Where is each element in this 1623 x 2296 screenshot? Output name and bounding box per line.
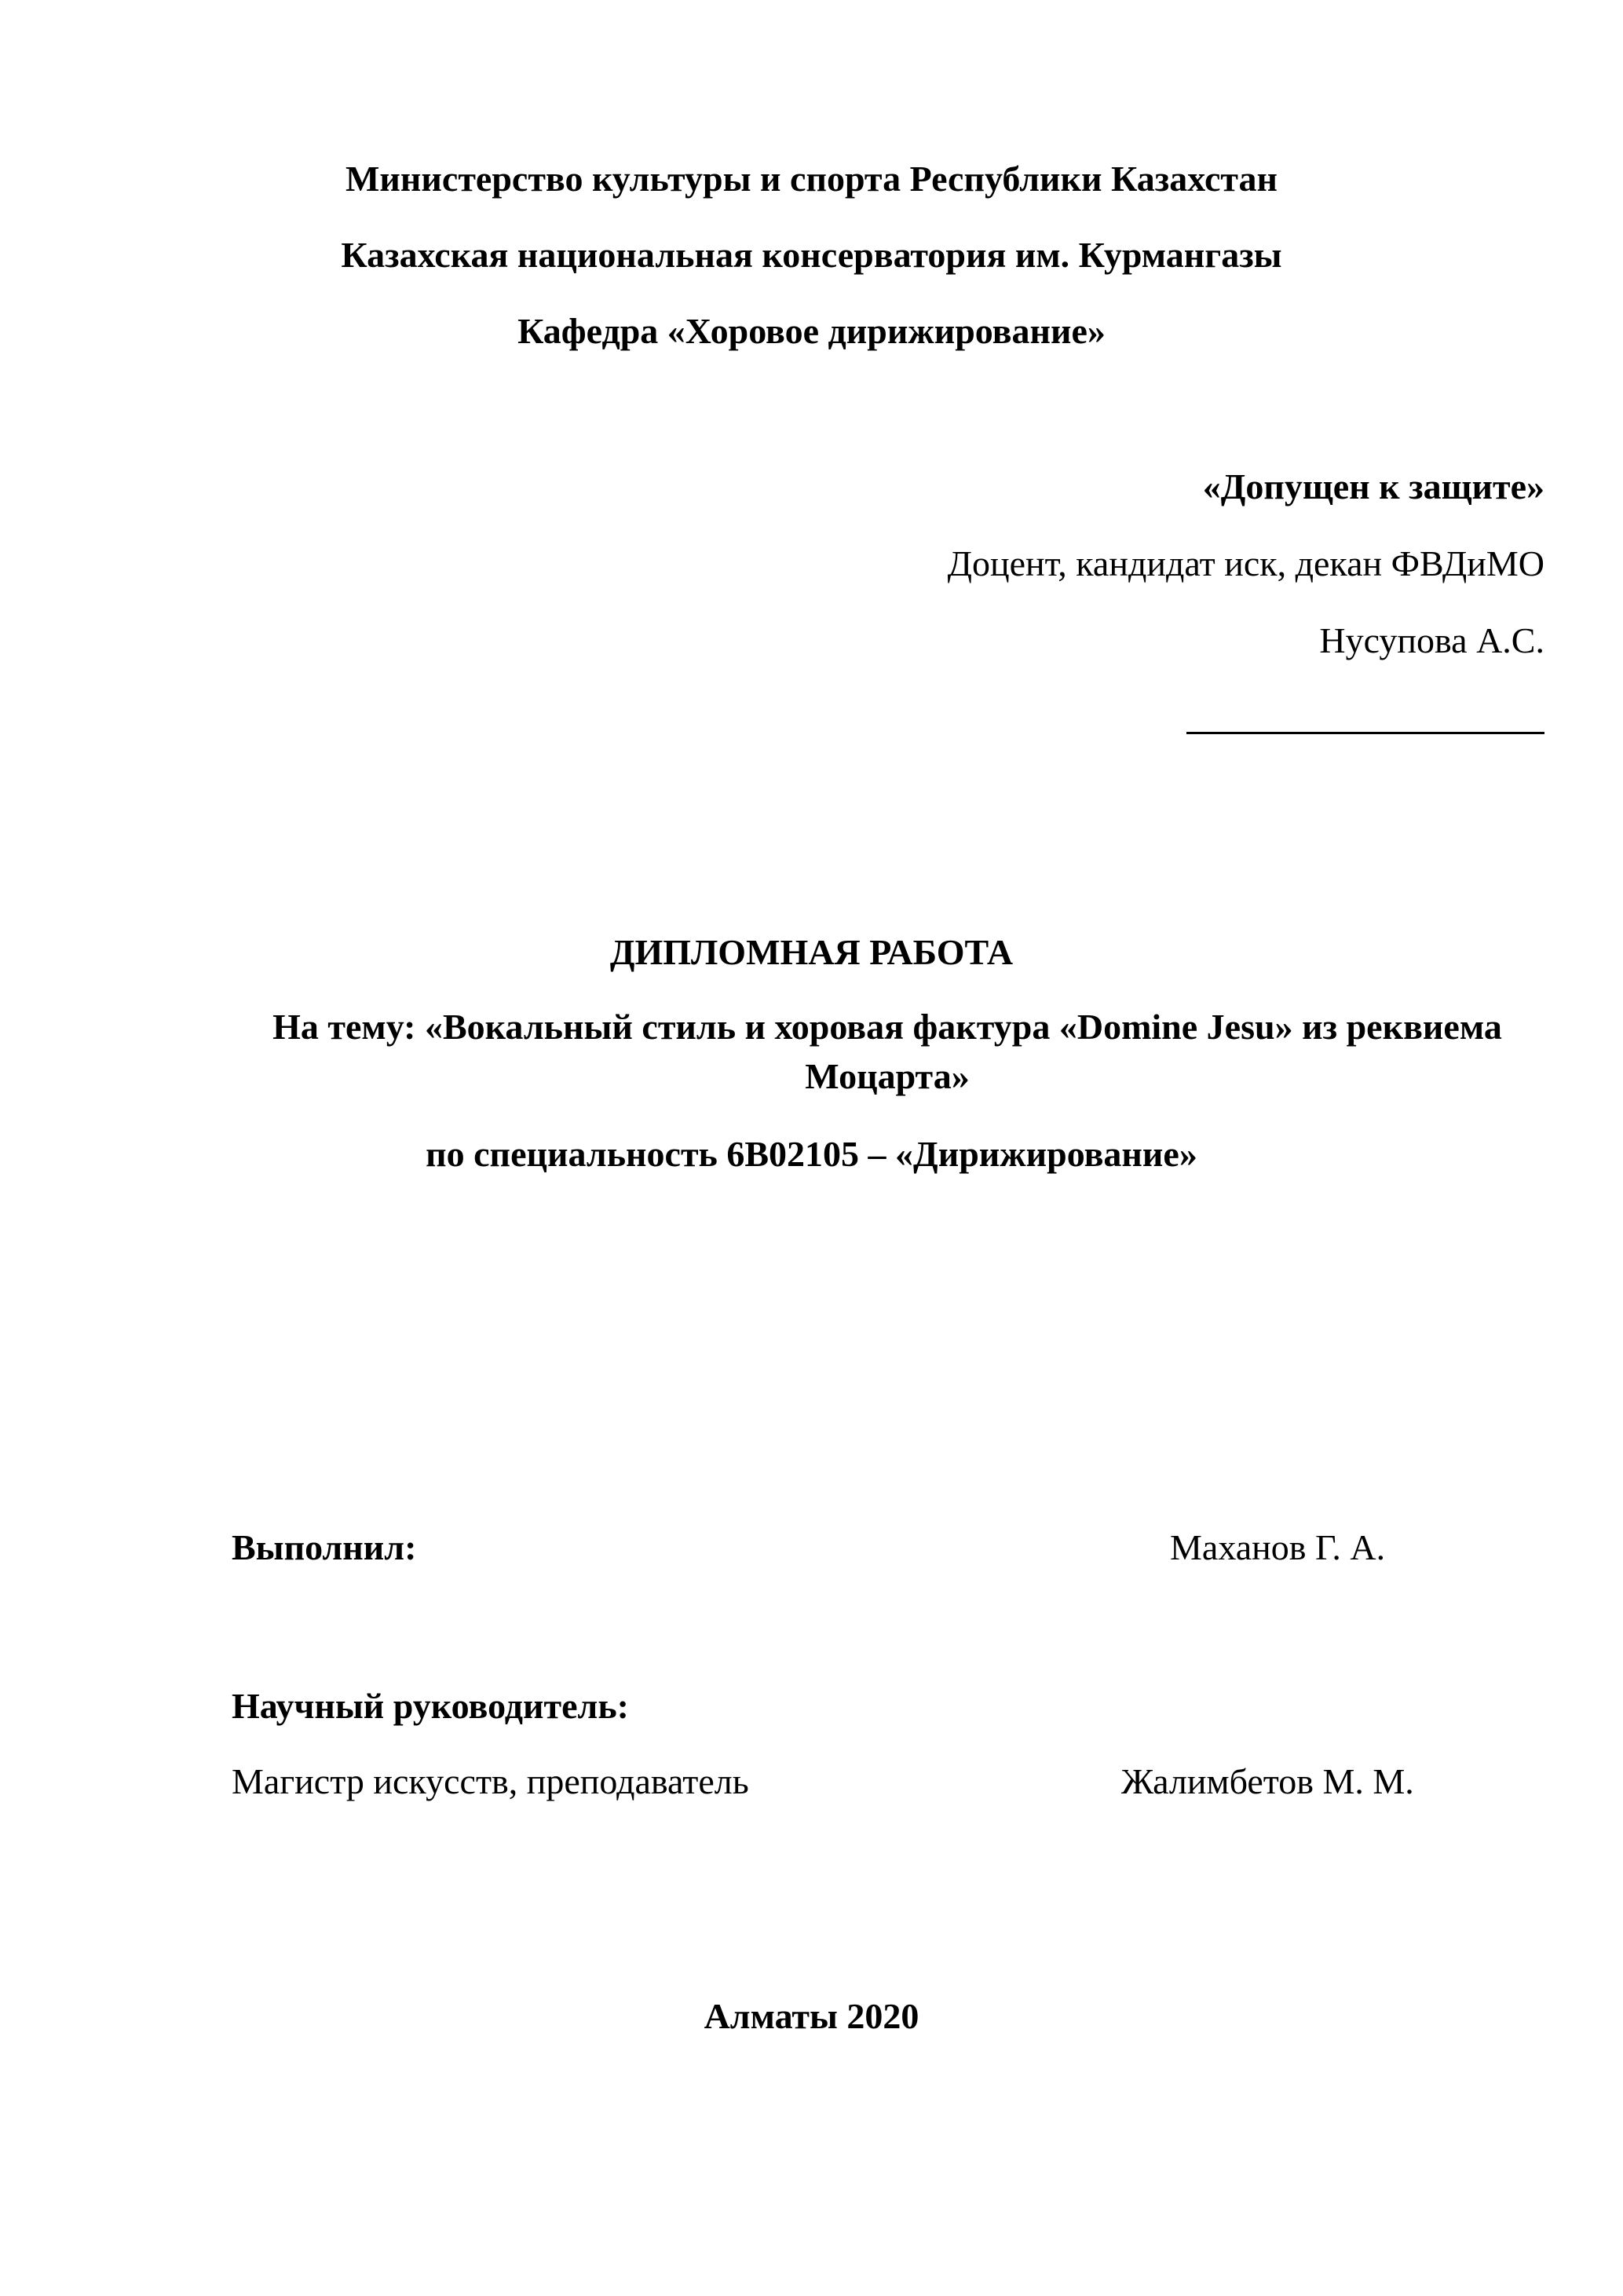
ministry-heading: Министерство культуры и спорта Республики Казахстан [345,159,1278,199]
supervisor-position: Магистр искусств, преподаватель [232,1761,749,1801]
performed-name: Маханов Г. А. [1170,1527,1386,1567]
supervisor-name: Жалимбетов М. М. [1121,1761,1414,1801]
topic-line-1: На тему: «Вокальный стиль и хоровая фактура «Domine Jesu» из реквиема [272,1007,1502,1047]
specialty-line: по специальность 6В02105 – «Дирижирование» [426,1134,1197,1174]
document-title: ДИПЛОМНАЯ РАБОТА [609,932,1014,972]
signature-line [1186,732,1544,734]
approval-stamp: «Допущен к защите» [1202,466,1544,506]
department-heading: Кафедра «Хоровое дирижирование» [517,311,1106,351]
supervisor-label: Научный руководитель: [232,1686,629,1726]
conservatory-heading: Казахская национальная консерватория им. Курмангазы [341,235,1282,275]
performed-label: Выполнил: [232,1527,417,1567]
city-year: Алматы 2020 [704,1996,919,2036]
approver-name: Нусупова А.С. [1319,620,1544,660]
approver-position: Доцент, кандидат иск, декан ФВДиМО [947,543,1544,583]
topic-line-2: Моцарта» [805,1056,970,1096]
